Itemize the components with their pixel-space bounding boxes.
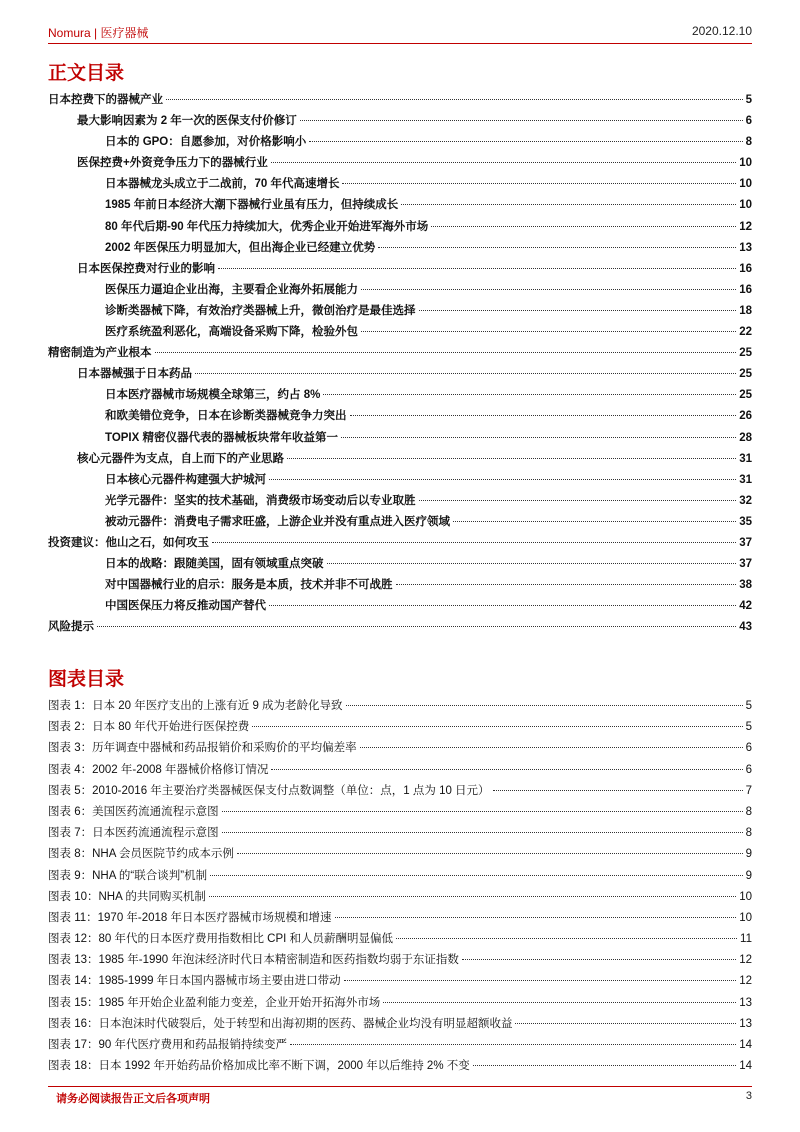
toc-entry[interactable] (48, 365, 752, 386)
figure-entry[interactable] (48, 1036, 752, 1057)
figure-entry-title: 图表 1：日本 20 年医疗支出的上涨有近 9 成为老龄化导致 (48, 700, 343, 712)
dot-leader (383, 1002, 736, 1003)
toc-entry-title: 诊断类器械下降，有效治疗类器械上升，微创治疗是最佳选择 (105, 304, 416, 317)
toc-entry-title: 日本器械龙头成立于二战前，70 年代高速增长 (105, 178, 340, 191)
toc-entry[interactable] (48, 344, 752, 365)
dot-leader (344, 980, 737, 981)
toc-entry[interactable] (48, 133, 752, 154)
figures-title: 图表目录 (48, 668, 125, 690)
toc-entry[interactable] (48, 154, 752, 175)
figure-entry-page: 6 (745, 763, 752, 776)
dot-leader (378, 247, 736, 248)
header-divider (48, 43, 752, 44)
toc-entry-page: 16 (739, 262, 752, 275)
page-number: 3 (745, 1090, 752, 1102)
toc-entry-page: 26 (739, 410, 752, 423)
figure-entry[interactable] (48, 845, 752, 866)
dot-leader (335, 917, 737, 918)
figure-entry-title: 图表 11：1970 年-2018 年日本医疗器械市场规模和增速 (48, 911, 332, 924)
figure-entry-page: 7 (745, 784, 752, 797)
toc-entry-page: 13 (739, 241, 752, 254)
figure-entry-page: 8 (745, 805, 752, 818)
toc-entry[interactable] (48, 112, 752, 133)
figure-entry-title: 图表 8：NHA 会员医院节约成本示例 (48, 848, 234, 861)
toc-entry[interactable] (48, 239, 752, 260)
toc-entry-page: 8 (745, 136, 752, 149)
figure-entry[interactable] (48, 888, 752, 909)
report-date: 2020.12.10 (691, 24, 752, 38)
dot-leader (323, 394, 736, 395)
toc-entry[interactable] (48, 260, 752, 281)
figure-entry[interactable] (48, 867, 752, 888)
figure-entry-title: 图表 13：1985 年-1990 年泡沫经济时代日本精密制造和医药指数均弱于东证指数 (48, 954, 459, 967)
toc-entry-page: 35 (739, 515, 752, 528)
toc-entry-title: 日本医保控费对行业的影响 (77, 262, 215, 275)
toc-entry-title: 中国医保压力将反推动国产替代 (105, 600, 266, 613)
dot-leader (209, 896, 736, 897)
figure-entry-title: 图表 3：历年调查中器械和药品报销价和采购价的平均偏差率 (48, 742, 357, 755)
toc-entry[interactable] (48, 618, 752, 639)
figure-entry[interactable] (48, 951, 752, 972)
figure-entry[interactable] (48, 824, 752, 845)
figure-entry[interactable] (48, 909, 752, 930)
figure-entry[interactable] (48, 697, 752, 718)
dot-leader (195, 373, 736, 374)
dot-leader (269, 479, 736, 480)
figure-entry[interactable] (48, 972, 752, 993)
toc-entry-title: 核心元器件为支点，自上而下的产业思路 (77, 452, 284, 465)
figure-entry-page: 14 (739, 1060, 752, 1073)
figure-entry-title: 图表 5：2010-2016 年主要治疗类器械医保支付点数调整（单位：点，1 点为 10 日元） (48, 784, 490, 797)
dot-leader (210, 875, 743, 876)
figure-entry-page: 9 (745, 848, 752, 861)
figure-entry[interactable] (48, 1057, 752, 1078)
dot-leader (97, 626, 736, 627)
toc-entry-page: 25 (739, 347, 752, 360)
toc-entry[interactable] (48, 555, 752, 576)
toc-entry-title: 医保控费+外资竞争压力下的器械行业 (77, 157, 268, 170)
figure-entry-page: 12 (739, 975, 752, 988)
toc-entry-title: 投资建议：他山之石，如何攻玉 (48, 536, 209, 549)
figure-entry-page: 13 (739, 1017, 752, 1030)
figure-entry[interactable] (48, 718, 752, 739)
figure-entry-title: 图表 16：日本泡沫时代破裂后，处于转型和出海初期的医药、器械企业均没有明显超额收益 (48, 1017, 513, 1030)
toc-entry[interactable] (48, 429, 752, 450)
toc-entry[interactable] (48, 534, 752, 555)
toc-entry[interactable] (48, 386, 752, 407)
toc-entry-page: 31 (739, 452, 752, 465)
toc-entry-title: 日本医疗器械市场规模全球第三，约占 8% (105, 389, 321, 402)
figure-entry-page: 10 (739, 890, 752, 903)
figure-entry[interactable] (48, 803, 752, 824)
toc-entry-title: 日本控费下的器械产业 (48, 94, 163, 106)
toc-entry[interactable] (48, 323, 752, 344)
toc-entry-title: 1985 年前日本经济大潮下器械行业虽有压力，但持续成长 (105, 199, 399, 212)
figure-entry[interactable] (48, 994, 752, 1015)
dot-leader (237, 853, 743, 854)
dot-leader (419, 500, 737, 501)
toc-entry[interactable] (48, 471, 752, 492)
toc-entry-page: 42 (739, 600, 752, 613)
dot-leader (453, 521, 736, 522)
dot-leader (361, 289, 736, 290)
toc-entry-title: 医保压力逼迫企业出海，主要看企业海外拓展能力 (105, 283, 358, 296)
dot-leader (493, 790, 743, 791)
toc-entry[interactable] (48, 218, 752, 239)
toc-entry[interactable] (48, 576, 752, 597)
toc-entry-page: 25 (739, 389, 752, 402)
figure-entry-page: 5 (745, 721, 752, 734)
toc-entry-page: 22 (739, 326, 752, 339)
figure-entry-title: 图表 17：90 年代医疗费用和药品报销持续变严 (48, 1039, 287, 1051)
figure-entry-page: 14 (739, 1039, 752, 1051)
dot-leader (309, 141, 742, 142)
figure-entry-title: 图表 18：日本 1992 年开始药品价格加成比率不断下调，2000 年以后维持 2% 不变 (48, 1060, 470, 1073)
figure-entry[interactable] (48, 739, 752, 760)
toc-entry-page: 6 (745, 115, 752, 128)
dot-leader (269, 605, 736, 606)
dot-leader (515, 1023, 736, 1024)
toc-entry-page: 37 (739, 536, 752, 549)
toc-entry-title: 精密制造为产业根本 (48, 347, 152, 360)
toc-entry[interactable] (48, 281, 752, 302)
toc-entry[interactable] (48, 513, 752, 534)
figure-entry-page: 13 (739, 996, 752, 1009)
figure-entry-page: 9 (745, 869, 752, 882)
dot-leader (166, 99, 743, 100)
figure-entry-page: 5 (745, 700, 752, 712)
dot-leader (327, 563, 737, 564)
figure-entry-page: 8 (745, 827, 752, 840)
dot-leader (341, 437, 736, 438)
toc-entry-title: 和欧美错位竞争，日本在诊断类器械竞争力突出 (105, 410, 347, 423)
figure-entry-title: 图表 15：1985 年开始企业盈利能力变差，企业开始开拓海外市场 (48, 996, 381, 1009)
toc-entry[interactable] (48, 407, 752, 428)
toc-entry-title: 日本的战略：跟随美国，固有领域重点突破 (105, 558, 324, 571)
dot-leader (346, 705, 743, 706)
figure-entry-title: 图表 14：1985-1999 年日本国内器械市场主要由进口带动 (48, 975, 341, 988)
dot-leader (287, 458, 736, 459)
toc-entry-page: 37 (739, 558, 752, 571)
toc-entry-title: 对中国器械行业的启示：服务是本质，技术并非不可战胜 (105, 579, 393, 592)
dot-leader (462, 959, 736, 960)
toc-entry-title: 日本器械强于日本药品 (77, 368, 192, 381)
dot-leader (271, 162, 736, 163)
toc-entry[interactable] (48, 196, 752, 217)
dot-leader (218, 268, 736, 269)
dot-leader (396, 938, 737, 939)
toc-entry-title: 日本的 GPO：自愿参加，对价格影响小 (105, 136, 307, 149)
toc-entry-title: 2002 年医保压力明显加大，但出海企业已经建立优势 (105, 241, 376, 254)
toc-list (48, 91, 752, 639)
figure-entry[interactable] (48, 1015, 752, 1036)
figure-entry-page: 10 (739, 911, 752, 924)
dot-leader (252, 726, 742, 727)
figure-entry-title: 图表 2：日本 80 年代开始进行医保控费 (48, 721, 250, 734)
dot-leader (212, 542, 736, 543)
toc-entry[interactable] (48, 597, 752, 618)
dot-leader (431, 226, 736, 227)
toc-entry-title: 日本核心元器件构建强大护城河 (105, 473, 266, 486)
figure-entry-title: 图表 4：2002 年-2008 年器械价格修订情况 (48, 763, 269, 776)
brand-label: Nomura | 医疗器械 (48, 26, 149, 40)
dot-leader (222, 811, 743, 812)
dot-leader (401, 204, 736, 205)
toc-entry[interactable] (48, 492, 752, 513)
dot-leader (360, 747, 743, 748)
dot-leader (290, 1044, 736, 1045)
disclaimer-text: 请务必阅读报告正文后各项声明 (56, 1093, 210, 1105)
toc-entry-page: 5 (745, 94, 752, 106)
toc-entry-title: 最大影响因素为 2 年一次的医保支付价修订 (77, 115, 297, 128)
figure-entry[interactable] (48, 782, 752, 803)
toc-entry-page: 16 (739, 283, 752, 296)
figure-entry[interactable] (48, 930, 752, 951)
dot-leader (419, 310, 737, 311)
dot-leader (361, 331, 736, 332)
dot-leader (300, 120, 743, 121)
dot-leader (473, 1065, 736, 1066)
toc-entry-title: 医疗系统盈利恶化，高端设备采购下降，检验外包 (105, 326, 358, 339)
toc-entry-page: 43 (739, 621, 752, 634)
toc-entry[interactable] (48, 450, 752, 471)
toc-entry-page: 10 (739, 199, 752, 212)
toc-entry-title: 被动元器件：消费电子需求旺盛，上游企业并没有重点进入医疗领域 (105, 515, 450, 528)
toc-entry-page: 28 (739, 431, 752, 444)
toc-entry-page: 25 (739, 368, 752, 381)
toc-entry-title: 80 年代后期-90 年代压力持续加大，优秀企业开始进军海外市场 (105, 220, 429, 233)
toc-entry-title: 光学元器件：坚实的技术基础，消费级市场变动后以专业取胜 (105, 494, 416, 507)
figure-entry-title: 图表 9：NHA 的“联合谈判”机制 (48, 869, 208, 882)
toc-entry-page: 31 (739, 473, 752, 486)
dot-leader (222, 832, 743, 833)
dot-leader (342, 183, 736, 184)
figure-entry[interactable] (48, 761, 752, 782)
figure-entry-title: 图表 10：NHA 的共同购买机制 (48, 890, 206, 903)
toc-entry[interactable] (48, 302, 752, 323)
dot-leader (350, 415, 737, 416)
toc-entry-page: 10 (739, 157, 752, 170)
figure-entry-page: 6 (745, 742, 752, 755)
dot-leader (155, 352, 737, 353)
figure-entry-title: 图表 7：日本医药流通流程示意图 (48, 827, 219, 840)
toc-entry-page: 12 (739, 220, 752, 233)
toc-title: 正文目录 (48, 62, 125, 84)
toc-entry-page: 32 (739, 494, 752, 507)
toc-entry-title: 风险提示 (48, 621, 94, 634)
dot-leader (271, 769, 742, 770)
toc-entry[interactable] (48, 91, 752, 112)
footer-divider (48, 1086, 752, 1087)
dot-leader (396, 584, 737, 585)
figure-entry-page: 11 (740, 933, 752, 946)
toc-entry-page: 38 (739, 579, 752, 592)
toc-entry[interactable] (48, 175, 752, 196)
toc-entry-title: TOPIX 精密仪器代表的器械板块常年收益第一 (105, 431, 338, 444)
figure-entry-title: 图表 6：美国医药流通流程示意图 (48, 805, 219, 818)
toc-entry-page: 18 (739, 304, 752, 317)
toc-entry-page: 10 (739, 178, 752, 191)
figures-list (48, 697, 752, 1078)
page-header (48, 24, 752, 44)
figure-entry-title: 图表 12：80 年代的日本医疗费用指数相比 CPI 和人员薪酬明显偏低 (48, 933, 394, 946)
figure-entry-page: 12 (739, 954, 752, 967)
